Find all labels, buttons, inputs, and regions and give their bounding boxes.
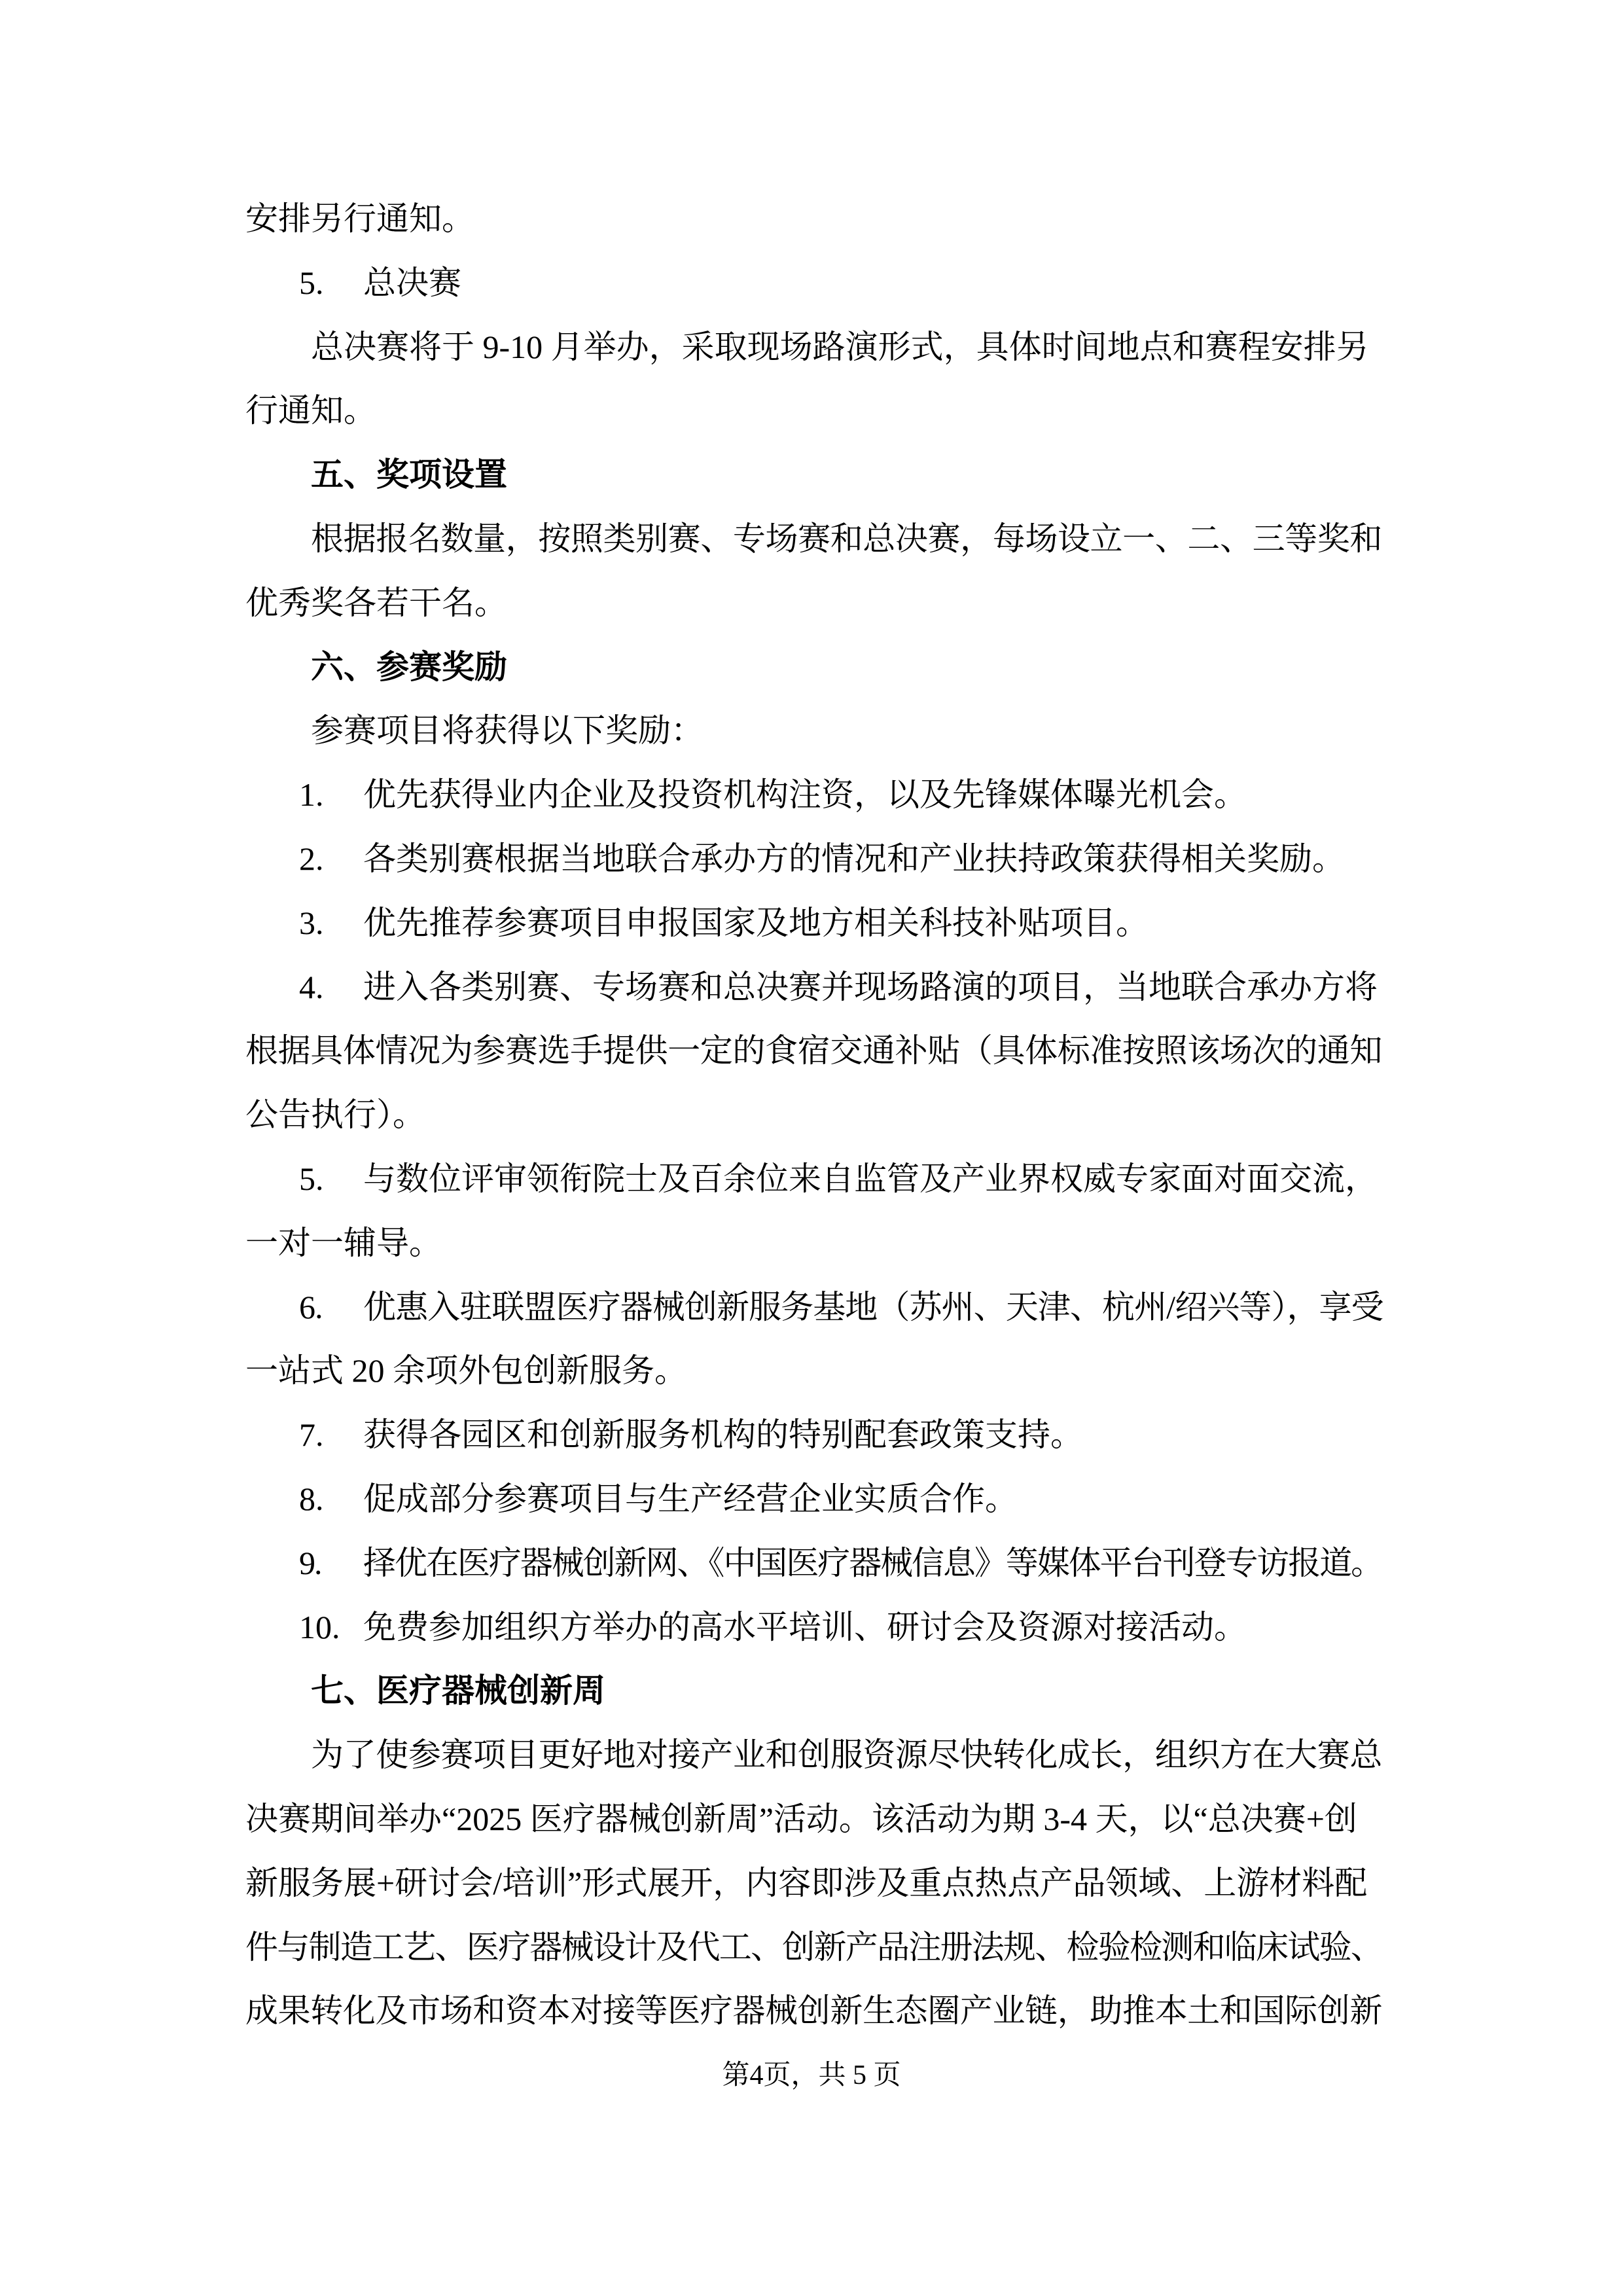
text-line: 决赛期间举办“2025 医疗器械创新周”活动。该活动为期 3-4 天，以“总决赛+创 <box>245 1800 1357 1837</box>
list-item-text: 进入各类别赛、专场赛和总决赛并现场路演的项目，当地联合承办方将 <box>363 968 1378 1005</box>
text-line: 公告执行）。 <box>245 1096 425 1134</box>
list-number: 2. <box>299 840 324 877</box>
list-item <box>245 1403 1382 1467</box>
list-item <box>245 827 1382 891</box>
text-line: 参赛项目将获得以下奖励： <box>311 712 704 749</box>
list-item-text: 促成部分参赛项目与生产经营企业实质合作。 <box>363 1480 1018 1517</box>
list-item-text: 各类别赛根据当地联合承办方的情况和产业扶持政策获得相关奖励。 <box>363 840 1345 877</box>
list-number: 5. <box>299 1160 324 1197</box>
page-footer: 第4页，共 5 页 <box>722 2060 901 2090</box>
list-item-text: 获得各园区和创新服务机构的特别配套政策支持。 <box>363 1416 1083 1454</box>
list-item-text: 优先推荐参赛项目申报国家及地方相关科技补贴项目。 <box>363 904 1149 941</box>
list-item <box>245 1276 1382 1340</box>
section-heading: 五、奖项设置 <box>311 456 507 493</box>
list-item <box>245 956 1382 1020</box>
section-heading: 七、医疗器械创新周 <box>311 1672 605 1710</box>
text-line: 安排另行通知。 <box>245 200 474 237</box>
text-line: 行通知。 <box>245 392 376 429</box>
list-number: 6. <box>299 1288 323 1325</box>
list-number: 3. <box>299 904 324 941</box>
list-item <box>245 251 1382 315</box>
text-line: 根据报名数量，按照类别赛、专场赛和总决赛，每场设立一、二、三等奖和 <box>311 520 1382 557</box>
section-heading: 六、参赛奖励 <box>311 648 507 685</box>
list-item-text: 免费参加组织方举办的高水平培训、研讨会及资源对接活动。 <box>363 1608 1247 1645</box>
text-line: 新服务展+研讨会/培训”形式展开，内容即涉及重点热点产品领域、上游材料配 <box>245 1864 1368 1901</box>
text-line: 成果转化及市场和资本对接等医疗器械创新生态圈产业链，助推本土和国际创新 <box>245 1992 1382 2030</box>
list-item <box>245 891 1382 956</box>
list-item <box>245 1596 1382 1660</box>
list-item <box>245 1532 1382 1596</box>
list-item-text: 优惠入驻联盟医疗器械创新服务基地（苏州、天津、杭州/绍兴等），享受 <box>363 1288 1383 1325</box>
list-item <box>245 763 1382 827</box>
list-item-text: 与数位评审领衔院士及百余位来自监管及产业界权威专家面对面交流， <box>363 1160 1378 1197</box>
list-number: 9. <box>299 1544 321 1581</box>
text-line: 总决赛将于 9-10 月举办，采取现场路演形式，具体时间地点和赛程安排另 <box>311 328 1369 365</box>
text-line: 为了使参赛项目更好地对接产业和创服资源尽快转化成长，组织方在大赛总 <box>311 1736 1382 1774</box>
list-number: 1. <box>299 776 324 814</box>
list-number: 7. <box>299 1416 324 1454</box>
text-line: 根据具体情况为参赛选手提供一定的食宿交通补贴（具体标准按照该场次的通知 <box>245 1032 1382 1069</box>
list-number: 4. <box>299 968 324 1005</box>
list-number: 5. <box>299 264 324 301</box>
list-item <box>245 1147 1382 1211</box>
text-line: 优秀奖各若干名。 <box>245 584 507 621</box>
text-line: 件与制造工艺、医疗器械设计及代工、创新产品注册法规、检验检测和临床试验、 <box>245 1928 1382 1965</box>
list-number: 8. <box>299 1480 324 1517</box>
list-number: 10. <box>299 1608 340 1645</box>
text-line: 一站式 20 余项外包创新服务。 <box>245 1352 687 1390</box>
text-line: 一对一辅导。 <box>245 1224 442 1261</box>
document-body <box>245 187 1382 2043</box>
list-item-text: 总决赛 <box>363 264 461 301</box>
list-item-text: 优先获得业内企业及投资机构注资，以及先锋媒体曝光机会。 <box>363 776 1247 814</box>
list-item <box>245 1467 1382 1532</box>
list-item-text: 择优在医疗器械创新网、《中国医疗器械信息》等媒体平台刊登专访报道。 <box>363 1544 1383 1581</box>
